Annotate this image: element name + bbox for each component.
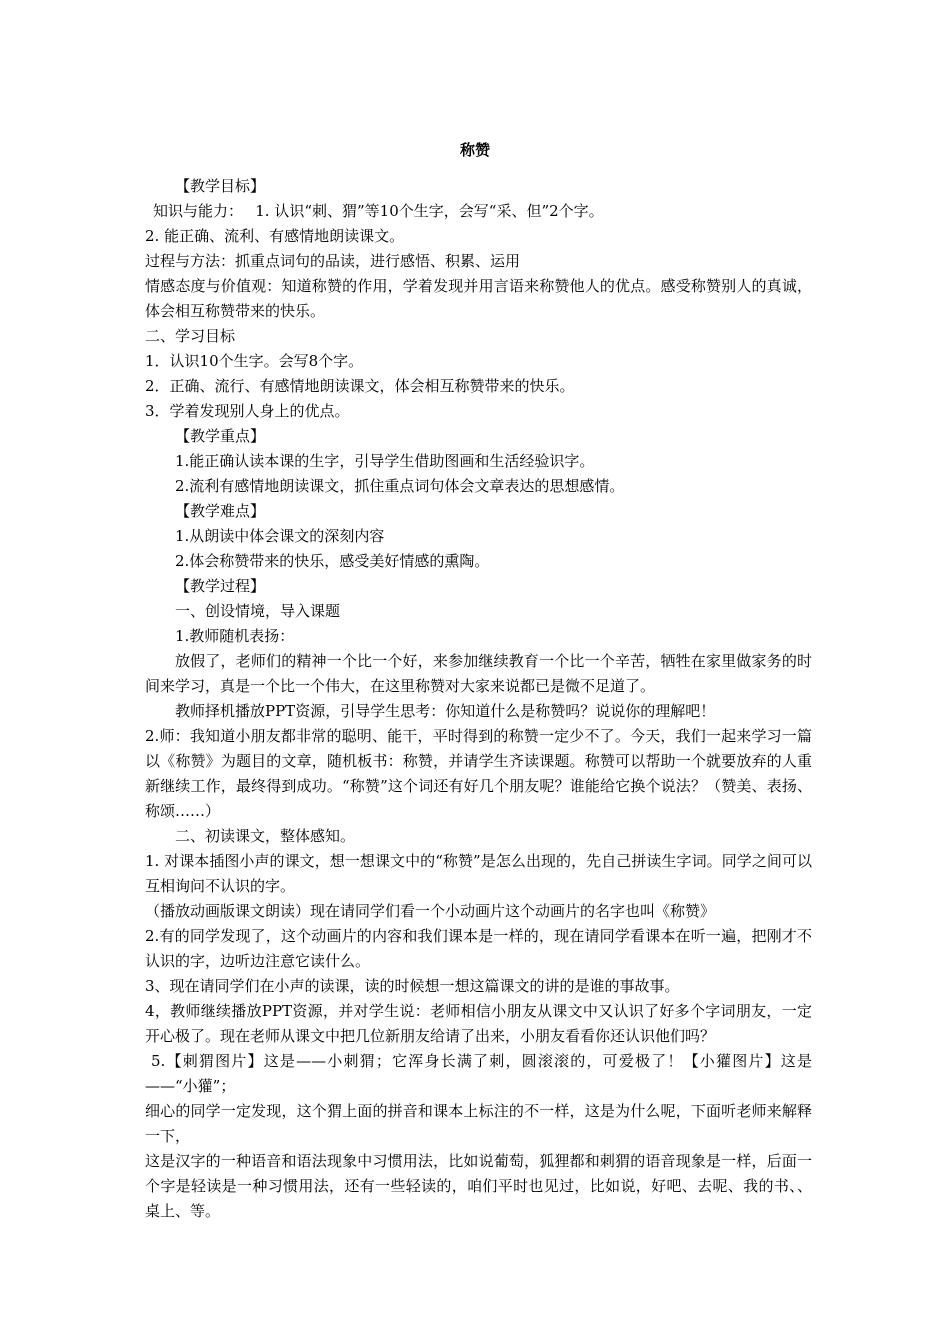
paragraph: 2.师：我知道小朋友都非常的聪明、能干，平时得到的称赞一定少不了。今天，我们一起来学习一篇以《称赞》为题目的文章，随机板书：称赞，并请学生齐读课题。称赞可以帮助一个就要放弃的人重新继续工作，最终得到成功。“称赞”这个词还有好几个朋友呢？谁能给它换个说法？（赞美、表扬、称颂……） (145, 727, 812, 820)
section-heading: 一、创设情境，导入课题 (175, 602, 341, 620)
paragraph: 情感态度与价值观：知道称赞的作用，学着发现并用言语来称赞他人的优点。感受称赞别人的真诚，体会相互称赞带来的快乐。 (145, 277, 812, 320)
page-title: 称赞 (459, 141, 490, 159)
paragraph: 4，教师继续播放PPT资源，并对学生说：老师相信小朋友从课文中又认识了好多个字词朋友，一定开心极了。现在老师从课文中把几位新朋友给请了出来，小朋友看看你还认识他们吗？ (145, 1002, 812, 1045)
paragraph: （播放动画版课文朗读）现在请同学们看一个小动画片这个动画片的名字也叫《称赞》 (145, 902, 716, 920)
list-item: 2．正确、流行、有感情地朗读课文，体会相互称赞带来的快乐。 (145, 377, 575, 395)
heading-teaching-focus: 【教学重点】 (175, 427, 266, 445)
heading-teaching-objectives: 【教学目标】 (175, 177, 266, 195)
heading-teaching-process: 【教学过程】 (175, 577, 266, 595)
paragraph: 1.教师随机表扬： (175, 627, 295, 645)
paragraph: 教师择机播放PPT资源，引导学生思考：你知道什么是称赞吗？说说你的理解吧！ (175, 702, 716, 720)
paragraph: 细心的同学一定发现，这个猬上面的拼音和课本上标注的不一样，这是为什么呢，下面听老师来解释一下， (145, 1102, 812, 1145)
list-item: 2.流利有感情地朗读课文，抓住重点词句体会文章表达的思想感情。 (175, 477, 625, 495)
list-item: 1.能正确认读本课的生字，引导学生借助图画和生活经验识字。 (175, 452, 595, 470)
list-item: 1．认识10个生字。会写8个字。 (145, 352, 364, 370)
paragraph: 1. 对课本插图小声的课文，想一想课文中的“称赞”是怎么出现的，先自己拼读生字词。同学之间可以互相询问不认识的字。 (145, 852, 812, 895)
paragraph: 3、现在请同学们在小声的读课，读的时候想一想这篇课文的讲的是谁的事故事。 (145, 977, 680, 995)
section-heading: 二、学习目标 (145, 327, 236, 345)
document-body (145, 174, 812, 1224)
heading-teaching-difficulty: 【教学难点】 (175, 502, 266, 520)
paragraph: 放假了，老师们的精神一个比一个好，来参加继续教育一个比一个辛苦，牺牲在家里做家务的时间来学习，真是一个比一个伟大，在这里称赞对大家来说都已是微不足道了。 (145, 652, 812, 695)
section-heading: 二、初读课文，整体感知。 (175, 827, 356, 845)
paragraph-knowledge-ability: 知识与能力： 1. 认识“刺、猬”等10个生字，会写“采、但”2个字。 (153, 202, 604, 220)
paragraph: 5.【刺猬图片】这是——小刺猬；它浑身长满了刺，圆滚滚的，可爱极了！【小獾图片】这是——“小獾”； (145, 1052, 812, 1095)
list-item: 3．学着发现别人身上的优点。 (145, 402, 350, 420)
paragraph: 2. 能正确、流利、有感情地朗读课文。 (145, 227, 405, 245)
paragraph: 过程与方法：抓重点词句的品读，进行感悟、积累、运用 (145, 252, 521, 270)
list-item: 1.从朗读中体会课文的深刻内容 (175, 527, 385, 545)
paragraph: 这是汉字的一种语音和语法现象中习惯用法，比如说葡萄，狐狸都和刺猬的语音现象是一样，后面一个字是轻读是一种习惯用法，还有一些轻读的，咱们平时也见过，比如说，好吧、去呢、我的书、、桌上、等。 (145, 1152, 812, 1220)
list-item: 2.体会称赞带来的快乐，感受美好情感的熏陶。 (175, 552, 490, 570)
paragraph: 2.有的同学发现了，这个动画片的内容和我们课本是一样的，现在请同学看课本在听一遍，把刚才不认识的字，边听边注意它读什么。 (145, 927, 812, 970)
